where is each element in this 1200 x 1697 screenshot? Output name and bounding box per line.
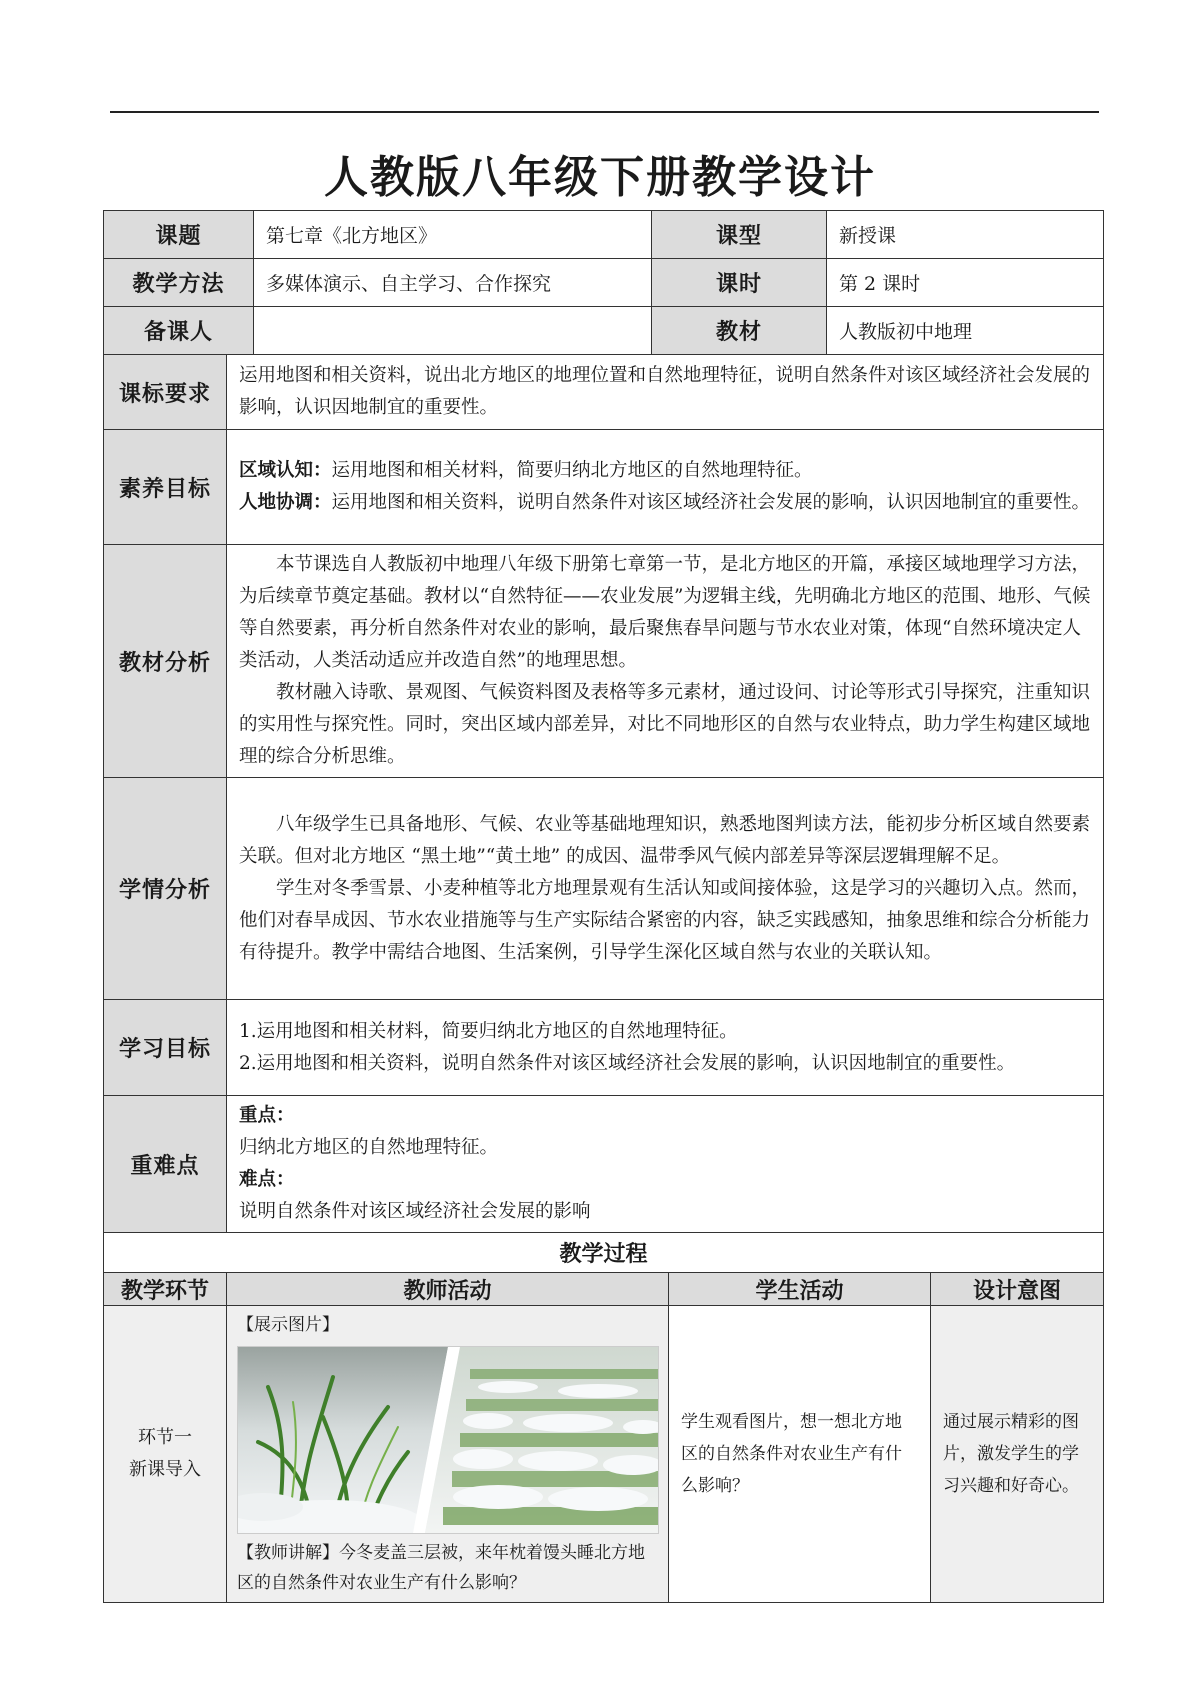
step-1-stage — [104, 1306, 227, 1603]
material-paragraph-1: 本节课选自人教版初中地理八年级下册第七章第一节，是北方地区的开篇，承接区域地理学习方法，为后续章节奠定基础。教材以“自然特征——农业发展”为逻辑主线，先明确北方地区的范围、地形、气候等自然要素，再分析自然条件对农业的影响，最后聚焦春旱问题与节水农业对策，体现“自然环境决定人类活动，人类活动适应并改造自然”的地理思想。 — [239, 554, 1091, 671]
lesson-type-label: 课型 — [652, 211, 827, 259]
row-literacy-goals — [104, 430, 1104, 545]
row-student-analysis — [104, 778, 1104, 1000]
row-material-analysis — [104, 545, 1104, 778]
step-1-stage-number: 环节一 — [138, 1427, 192, 1448]
learning-goals-label: 学习目标 — [104, 1000, 227, 1096]
step-1-teacher-tag: 【展示图片】 — [237, 1315, 339, 1335]
wheat-in-snow-image — [237, 1346, 659, 1534]
col-header-intent: 设计意图 — [931, 1273, 1104, 1306]
textbook-label: 教材 — [652, 307, 827, 355]
literacy-item-human-land — [239, 487, 1093, 519]
curriculum-standard-label: 课标要求 — [104, 355, 227, 430]
literacy-goals-content — [227, 430, 1104, 545]
lesson-type-value: 新授课 — [827, 211, 1104, 259]
period-label: 课时 — [652, 259, 827, 307]
key-point-text: 归纳北方地区的自然地理特征。 — [239, 1137, 499, 1158]
literacy-item-regional-text: 运用地图和相关材料，简要归纳北方地区的自然地理特征。 — [331, 460, 813, 481]
step-1-student-activity: 学生观看图片，想一想北方地区的自然条件对农业生产有什么影响？ — [669, 1306, 931, 1603]
student-analysis-label: 学情分析 — [104, 778, 227, 1000]
topic-value: 第七章《北方地区》 — [254, 211, 652, 259]
literacy-item-regional — [239, 455, 1093, 487]
header-rule — [110, 111, 1099, 113]
row-learning-goals — [104, 1000, 1104, 1096]
key-point-title: 重点： — [239, 1105, 295, 1126]
learning-goal-2: 2.运用地图和相关资料，说明自然条件对该区域经济社会发展的影响，认识因地制宜的重要性。 — [239, 1052, 1016, 1074]
student-analysis-content — [227, 778, 1104, 1000]
student-paragraph-1: 八年级学生已具备地形、气候、农业等基础地理知识，熟悉地图判读方法，能初步分析区域自然要素关联。但对北方地区 “黑土地”“黄土地” 的成因、温带季风气候内部差异等深层逻辑理解不足。 — [239, 813, 1091, 867]
col-header-student: 学生活动 — [669, 1273, 931, 1306]
learning-goal-1: 1.运用地图和相关材料，简要归纳北方地区的自然地理特征。 — [239, 1020, 738, 1042]
info-row-topic — [104, 211, 1104, 259]
textbook-value: 人教版初中地理 — [827, 307, 1104, 355]
preparer-value — [254, 307, 652, 355]
literacy-item-regional-title: 区域认知： — [239, 460, 332, 481]
period-value: 第 2 课时 — [827, 259, 1104, 307]
row-process-title — [104, 1233, 1104, 1273]
topic-label: 课题 — [104, 211, 254, 259]
document-title: 人教版八年级下册教学设计 — [324, 152, 876, 203]
step-1-teacher-text: 【教师讲解】今冬麦盖三层被，来年枕着馒头睡北方地区的自然条件对农业生产有什么影响？ — [237, 1543, 645, 1593]
step-1-stage-name: 新课导入 — [129, 1459, 201, 1480]
method-label: 教学方法 — [104, 259, 254, 307]
info-row-preparer — [104, 307, 1104, 355]
method-value: 多媒体演示、自主学习、合作探究 — [254, 259, 652, 307]
step-1-teacher-activity — [227, 1306, 669, 1603]
literacy-item-human-land-text: 运用地图和相关资料，说明自然条件对该区域经济社会发展的影响，认识因地制宜的重要性。 — [331, 492, 1091, 513]
key-points-label: 重难点 — [104, 1096, 227, 1233]
preparer-label: 备课人 — [104, 307, 254, 355]
row-step-1 — [104, 1306, 1104, 1603]
wheat-snow-illustration — [238, 1347, 658, 1533]
step-1-design-intent: 通过展示精彩的图片，激发学生的学习兴趣和好奇心。 — [931, 1306, 1104, 1603]
col-header-stage: 教学环节 — [104, 1273, 227, 1306]
literacy-item-human-land-title: 人地协调： — [239, 492, 332, 513]
row-curriculum-standard — [104, 355, 1104, 430]
col-header-teacher: 教师活动 — [227, 1273, 669, 1306]
student-paragraph-2: 学生对冬季雪景、小麦种植等北方地理景观有生活认知或间接体验，这是学习的兴趣切入点。然而，他们对春旱成因、节水农业措施等与生产实际结合紧密的内容，缺乏实践感知，抽象思维和综合分析能力有待提升。教学中需结合地图、生活案例，引导学生深化区域自然与农业的关联认知。 — [239, 877, 1091, 963]
difficulty-title: 难点： — [239, 1169, 295, 1190]
lesson-plan-table — [103, 354, 1104, 1603]
lesson-info-table — [103, 210, 1104, 355]
row-key-points — [104, 1096, 1104, 1233]
row-process-header — [104, 1273, 1104, 1306]
literacy-goals-label: 素养目标 — [104, 430, 227, 545]
material-analysis-content — [227, 545, 1104, 778]
material-analysis-label: 教材分析 — [104, 545, 227, 778]
key-points-content — [227, 1096, 1104, 1233]
teaching-process-title: 教学过程 — [104, 1233, 1104, 1273]
info-row-method — [104, 259, 1104, 307]
material-paragraph-2: 教材融入诗歌、景观图、气候资料图及表格等多元素材，通过设问、讨论等形式引导探究，注重知识的实用性与探究性。同时，突出区域内部差异，对比不同地形区的自然与农业特点，助力学生构建区域地理的综合分析思维。 — [239, 682, 1091, 767]
curriculum-standard-text: 运用地图和相关资料，说出北方地区的地理位置和自然地理特征，说明自然条件对该区域经济社会发展的影响，认识因地制宜的重要性。 — [227, 355, 1104, 430]
learning-goals-content — [227, 1000, 1104, 1096]
difficulty-text: 说明自然条件对该区域经济社会发展的影响 — [239, 1201, 591, 1222]
